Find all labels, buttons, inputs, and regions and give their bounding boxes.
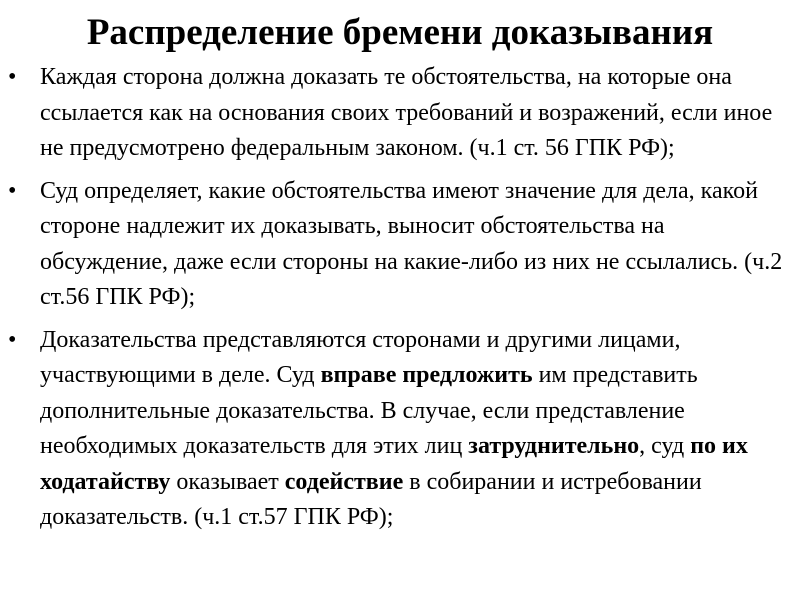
text-segment: оказывает xyxy=(170,468,285,495)
bullet-marker: • xyxy=(8,326,17,353)
emphasis-text: по их ходатайству xyxy=(40,433,748,495)
emphasis-text: вправе предложить xyxy=(320,362,533,388)
bullet-item-2 xyxy=(0,174,800,316)
bullet-item-1 xyxy=(0,60,800,167)
bullet-marker: • xyxy=(8,177,17,204)
bullet-text-1: Каждая сторона должна доказать те обстоятельства, на которые она ссылается как на основания своих требований и возражений, если иное не предусмотрено федеральным законом. (ч.1 ст. 56 ГПК РФ); xyxy=(40,64,773,161)
text-segment: , суд xyxy=(639,433,691,459)
slide-title: Распределение бремени доказывания xyxy=(86,12,714,53)
bullet-list xyxy=(0,60,800,543)
bullet-item-3 xyxy=(0,323,800,536)
bullet-text-3 xyxy=(40,327,748,531)
text-segment: им представить дополнительные доказательства. В случае, если представление необходимых доказательств для этих лиц xyxy=(40,362,698,459)
text-segment: Доказательства представляются сторонами и другими лицами, участвующими в деле. Суд xyxy=(40,326,681,388)
bullet-marker: • xyxy=(8,64,17,90)
emphasis-text: затруднительно xyxy=(468,433,640,459)
bullet-text-2: Суд определяет, какие обстоятельства имеют значение для дела, какой стороне надлежит их доказывать, выносит обстоятельства на обсуждение, даже если стороны на какие-либо из них не ссылались. (ч.2 ст.56 ГПК РФ); xyxy=(40,177,783,310)
text-segment: в собирании и истребовании доказательств. (ч.1 ст.57 ГПК РФ); xyxy=(40,468,702,530)
emphasis-text: содействие xyxy=(284,468,404,495)
